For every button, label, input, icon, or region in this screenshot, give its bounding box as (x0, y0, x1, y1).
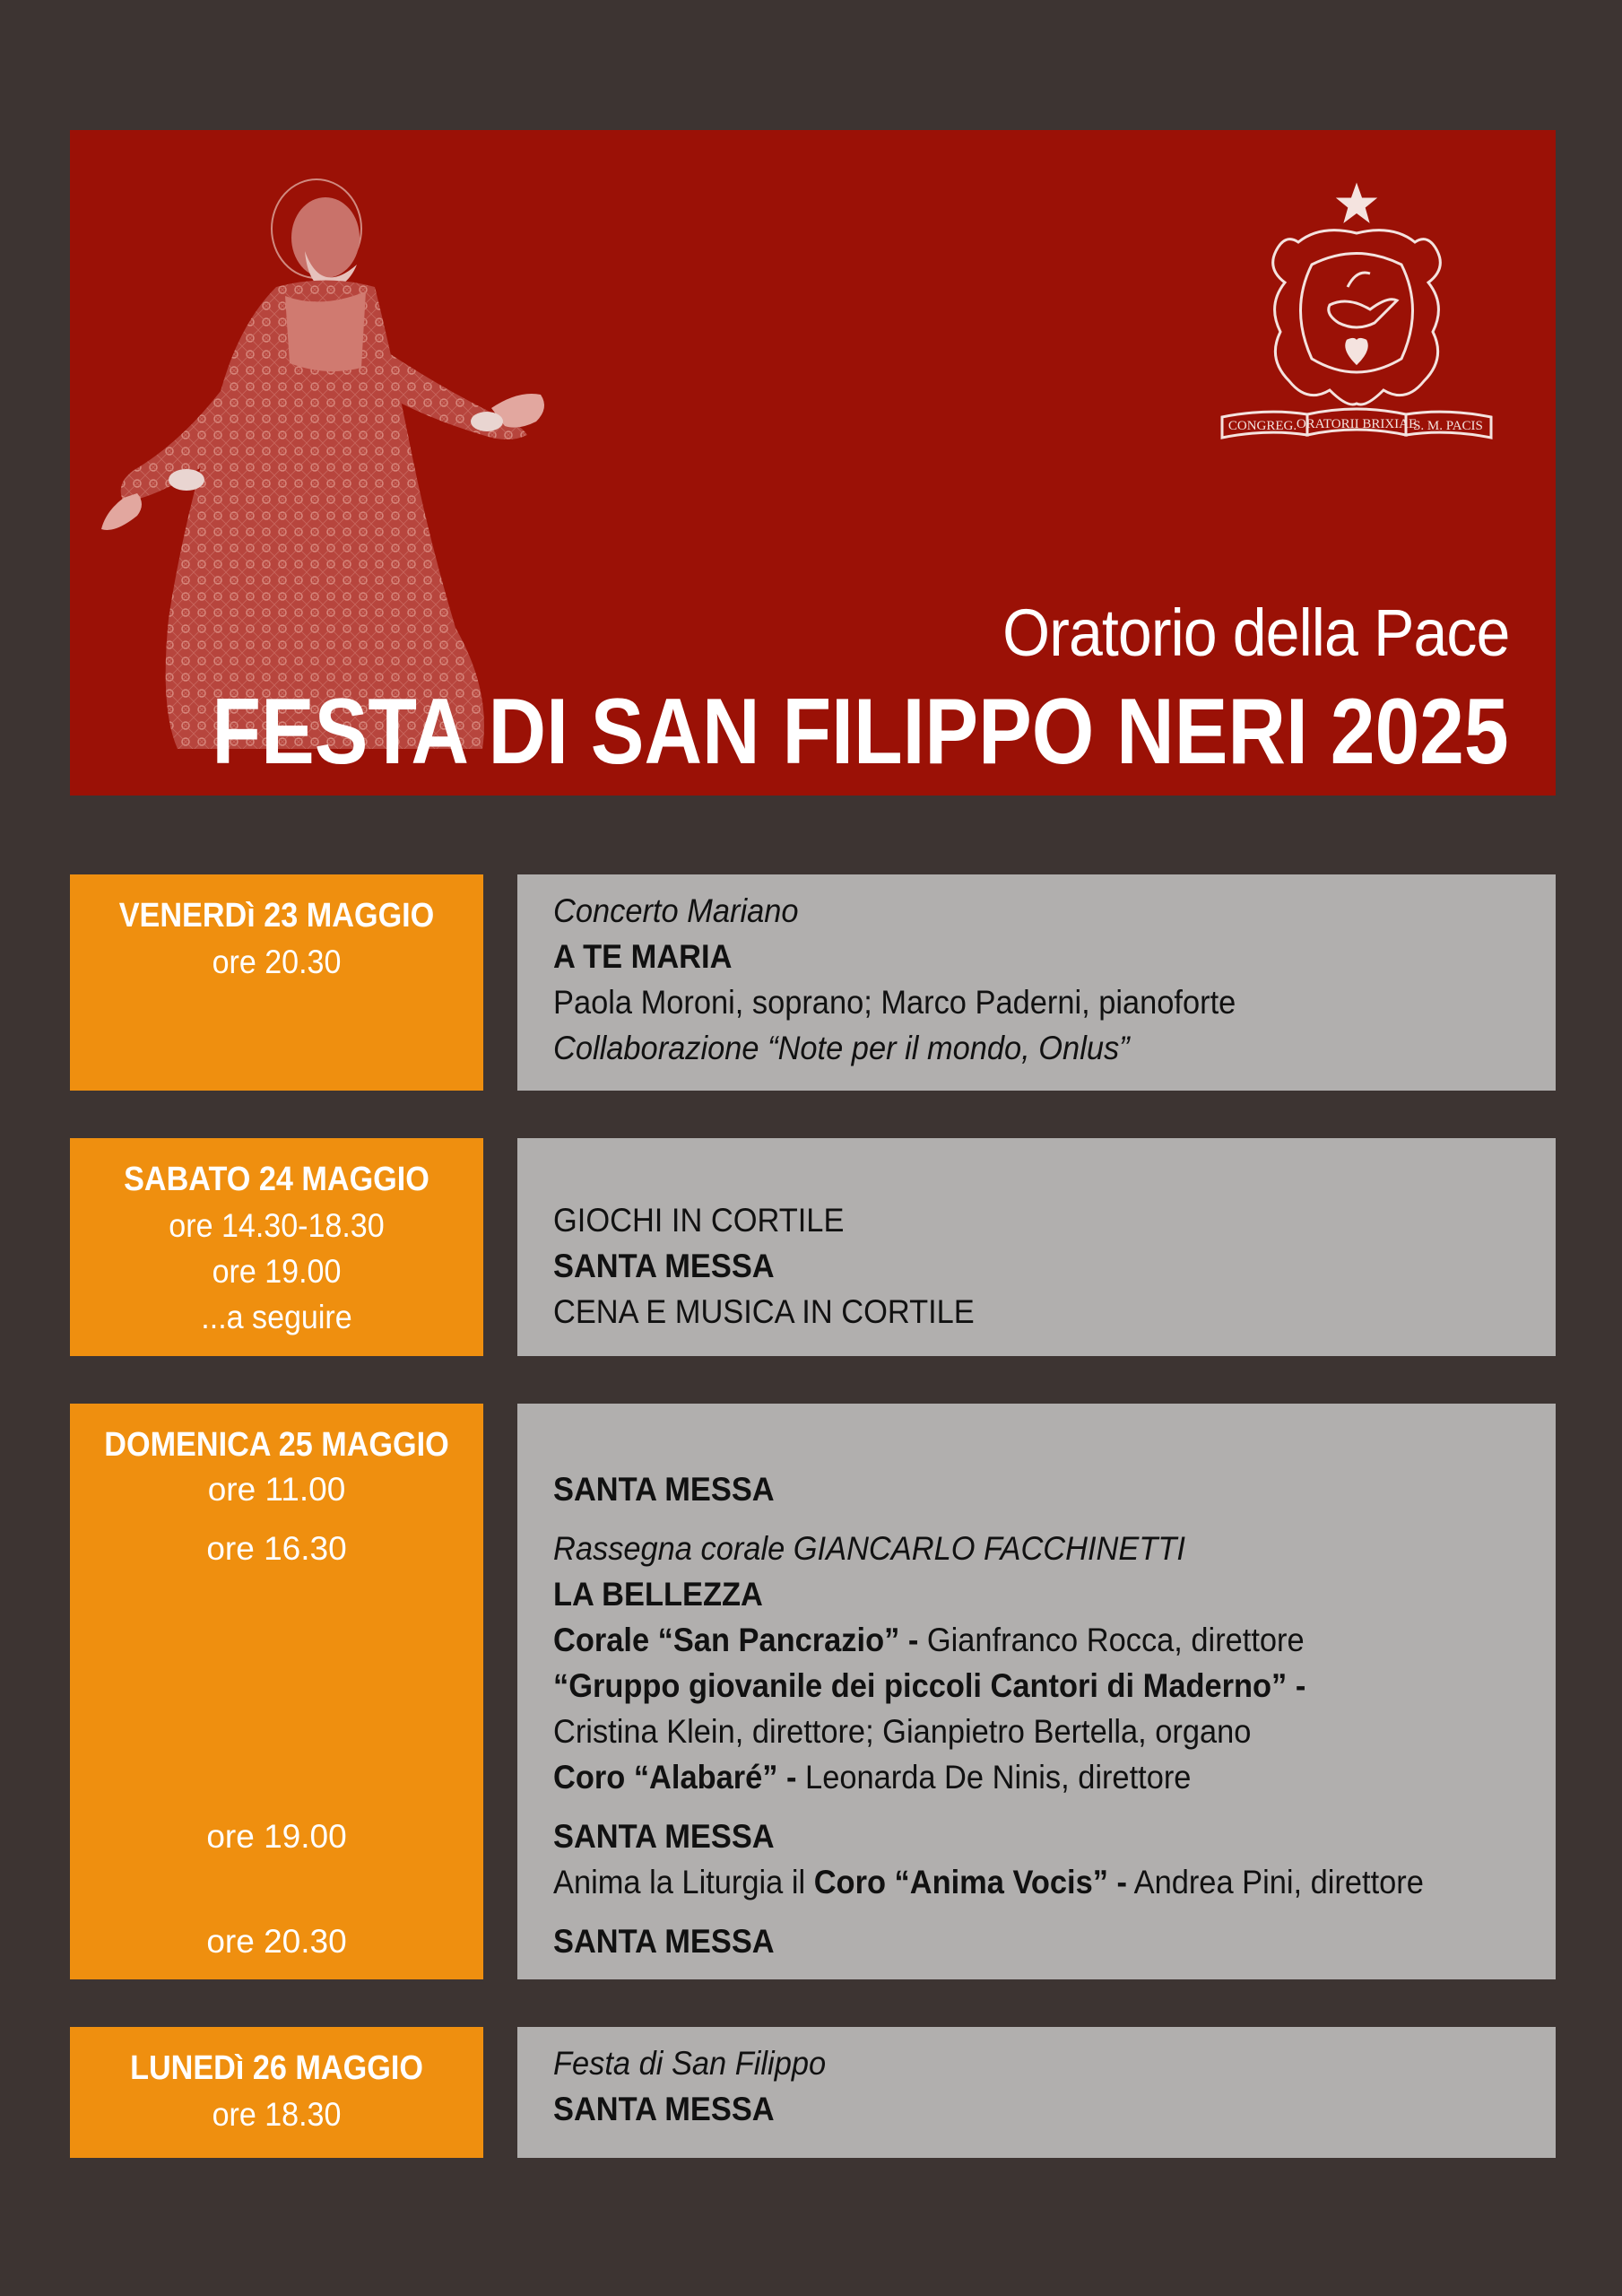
time-label: ore 20.30 (206, 1923, 347, 1960)
time-label: ...a seguire (201, 1299, 352, 1335)
subtitle: Oratorio della Pace (1002, 596, 1509, 670)
event-title: SANTA MESSA (553, 2091, 775, 2127)
choir-line: Coro “Alabaré” - Leonarda De Ninis, direttore (553, 1759, 1192, 1796)
header-banner (70, 130, 1556, 796)
event-title: LA BELLEZZA (553, 1576, 763, 1613)
crest-text-left: CONGREG. (1227, 419, 1297, 433)
choir-line: Corale “San Pancrazio” - Gianfranco Rocca, direttore (553, 1622, 1305, 1658)
event-title: SANTA MESSA (553, 1818, 775, 1855)
liturgy-line: Anima la Liturgia il Coro “Anima Vocis” - Andrea Pini, direttore (553, 1864, 1424, 1900)
info-box-lunedi (517, 2027, 1556, 2158)
info-box-venerdi (517, 874, 1556, 1091)
time-label: ore 16.30 (206, 1530, 347, 1567)
crest-text-center: ORATORII BRIXIAE (1296, 417, 1418, 431)
time-label: ore 19.00 (206, 1818, 347, 1855)
event-subtitle: Festa di San Filippo (553, 2045, 827, 2082)
event-title: A TE MARIA (553, 938, 733, 975)
day-label: LUNEDì 26 MAGGIO (130, 2049, 423, 2087)
day-box-sabato (70, 1138, 483, 1356)
day-box-lunedi (70, 2027, 483, 2158)
oratorio-crest-logo (1213, 179, 1500, 457)
choir-directors: Cristina Klein, direttore; Gianpietro Bertella, organo (553, 1713, 1252, 1750)
time-label: ore 19.00 (212, 1253, 342, 1290)
page-title: FESTA DI SAN FILIPPO NERI 2025 (212, 680, 1509, 784)
time-label: ore 18.30 (212, 2096, 342, 2133)
event-title: SANTA MESSA (553, 1248, 775, 1284)
event-collaboration: Collaborazione “Note per il mondo, Onlus” (553, 1030, 1130, 1066)
time-label: ore 11.00 (207, 1471, 346, 1508)
time-label: ore 20.30 (212, 944, 342, 980)
time-label: ore 14.30-18.30 (169, 1207, 385, 1244)
day-box-venerdi (70, 874, 483, 1091)
crest-text-right: S. M. PACIS (1413, 419, 1483, 433)
info-box-domenica (517, 1404, 1556, 1979)
day-label: DOMENICA 25 MAGGIO (104, 1426, 449, 1464)
info-box-sabato (517, 1138, 1556, 1356)
event-subtitle: Concerto Mariano (553, 892, 799, 929)
choir-line: “Gruppo giovanile dei piccoli Cantori di Maderno” - (553, 1667, 1306, 1704)
event-line: GIOCHI IN CORTILE (553, 1202, 845, 1239)
day-label: SABATO 24 MAGGIO (124, 1161, 429, 1198)
event-subtitle: Rassegna corale GIANCARLO FACCHINETTI (553, 1530, 1185, 1567)
event-title: SANTA MESSA (553, 1471, 775, 1508)
event-line: CENA E MUSICA IN CORTILE (553, 1293, 975, 1330)
day-label: VENERDì 23 MAGGIO (118, 897, 435, 935)
event-title: SANTA MESSA (553, 1923, 775, 1960)
event-performers: Paola Moroni, soprano; Marco Paderni, pianoforte (553, 984, 1236, 1021)
